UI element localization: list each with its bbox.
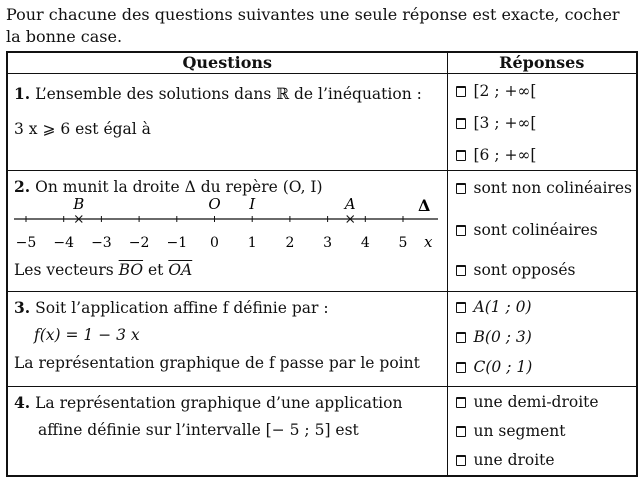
answers-1 — [447, 74, 637, 171]
question-3-text-1: Soit l’application affine f définie par : — [35, 299, 329, 317]
answers-4 — [447, 387, 637, 477]
question-1-text-2: 3 x ⩾ 6 est égal à — [14, 120, 151, 138]
answers-3 — [447, 292, 637, 387]
axis-tick-label: 4 — [360, 235, 370, 251]
question-3 — [7, 292, 447, 387]
header-row — [7, 52, 637, 74]
checkbox-icon[interactable] — [456, 332, 466, 343]
instructions-line-2: la bonne case. — [6, 27, 123, 46]
checkbox-icon[interactable] — [456, 455, 466, 466]
answer-2-a[interactable]: sont non colinéaires — [456, 179, 632, 197]
question-row-1 — [7, 74, 637, 171]
question-4-number: 4. — [14, 393, 31, 412]
question-3-number: 3. — [14, 298, 31, 317]
answer-3-c[interactable]: C(0 ; 1) — [456, 358, 533, 376]
checkbox-icon[interactable] — [456, 183, 466, 194]
instructions-line-1: Pour chacune des questions suivantes une seule réponse est exacte, cocher — [6, 5, 620, 24]
axis-tick-label: −5 — [15, 235, 37, 251]
checkbox-icon[interactable] — [456, 362, 466, 373]
answer-1-c[interactable]: [6 ; +∞[ — [456, 146, 537, 164]
questions-header: Questions — [7, 52, 447, 74]
answer-1-a[interactable]: [2 ; +∞[ — [456, 82, 537, 100]
checkbox-icon[interactable] — [456, 302, 466, 313]
question-1 — [7, 74, 447, 171]
question-4-text-1: La représentation graphique d’une application — [35, 394, 403, 412]
instructions — [6, 4, 634, 48]
question-2-text-prefix: Les vecteurs — [14, 261, 114, 279]
axis-tick-label: −4 — [53, 235, 75, 251]
point-b-label: B — [73, 197, 85, 213]
question-1-text-1: L’ensemble des solutions dans ℝ de l’inéquation : — [35, 85, 422, 103]
answer-4-c[interactable]: une droite — [456, 451, 555, 469]
axis-tick-label: −1 — [166, 235, 188, 251]
question-2-number: 2. — [14, 177, 31, 196]
question-3-function: f(x) = 1 − 3 x — [34, 326, 140, 344]
point-o-label: O — [208, 197, 221, 213]
axis-tick-label: 3 — [323, 235, 333, 251]
checkbox-icon[interactable] — [456, 225, 466, 236]
question-row-3 — [7, 292, 637, 387]
answer-4-a[interactable]: une demi-droite — [456, 393, 599, 411]
question-1-number: 1. — [14, 84, 31, 103]
vector-bo: $\overline{BO}$ — [118, 261, 144, 279]
answer-3-a[interactable]: A(1 ; 0) — [456, 298, 532, 316]
checkbox-icon[interactable] — [456, 426, 466, 437]
checkbox-icon[interactable] — [456, 150, 466, 161]
question-2-text-mid: et — [147, 261, 164, 279]
axis-tick-label: −2 — [128, 235, 150, 251]
axis-tick-label: 5 — [398, 235, 408, 251]
axis-tick-label: −3 — [91, 235, 112, 251]
reponses-header: Réponses — [447, 52, 637, 74]
question-4-text-2: affine définie sur l’intervalle [− 5 ; 5] est — [38, 421, 359, 439]
answer-2-c[interactable]: sont opposés — [456, 261, 576, 279]
answer-4-b[interactable]: un segment — [456, 422, 566, 440]
answer-3-b[interactable]: B(0 ; 3) — [456, 328, 532, 346]
delta-label: Δ — [418, 197, 431, 215]
question-4 — [7, 387, 447, 477]
answer-2-b[interactable]: sont colinéaires — [456, 221, 598, 239]
question-2-text-1: On munit la droite Δ du repère (O, I) — [35, 178, 323, 196]
answer-1-b[interactable]: [3 ; +∞[ — [456, 114, 537, 132]
question-row-2 — [7, 171, 637, 292]
point-i-label: I — [249, 197, 256, 213]
number-line — [14, 197, 440, 255]
question-3-text-3: La représentation graphique de f passe par le point — [14, 354, 420, 372]
qcm-table — [6, 51, 638, 477]
point-a-label: A — [344, 197, 356, 213]
question-row-4 — [7, 387, 637, 477]
question-2 — [7, 171, 447, 292]
axis-tick-label: 0 — [210, 235, 219, 251]
axis-tick-label: 2 — [285, 235, 295, 251]
answers-2 — [447, 171, 637, 292]
checkbox-icon[interactable] — [456, 86, 466, 97]
checkbox-icon[interactable] — [456, 118, 466, 129]
vector-oa: $\overline{OA}$ — [168, 261, 193, 279]
axis-variable: x — [424, 233, 433, 251]
axis-tick-label: 1 — [247, 235, 257, 251]
checkbox-icon[interactable] — [456, 265, 466, 276]
checkbox-icon[interactable] — [456, 397, 466, 408]
